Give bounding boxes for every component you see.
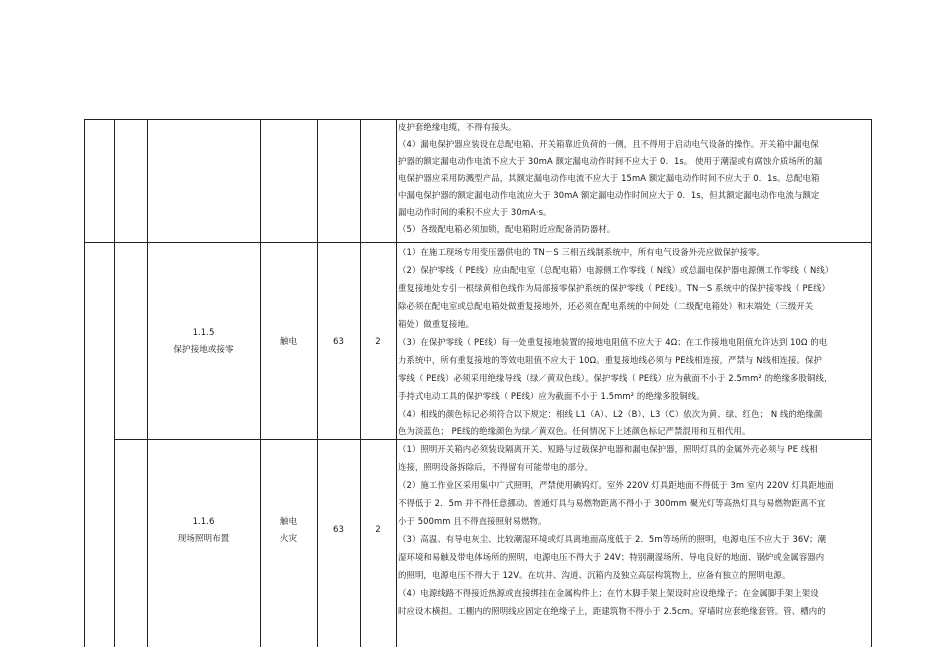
col-rule-7: [871, 119, 872, 647]
col4-value: 63: [333, 337, 344, 347]
text-line: 的照明，电源电压不得大于 12V。在坑井、沟道、沉箱内及独立高层构筑物上，应备有独立的照明电源。: [398, 570, 791, 580]
col-rule-1: [114, 119, 115, 647]
col-rule-4: [317, 119, 318, 647]
text-line: 连接，照明设备拆除后，不得留有可能带电的部分。: [398, 462, 593, 472]
text-line: （4）漏电保护器应装设在总配电箱、开关箱靠近负荷的一侧，且不得用于启动电气设备的操作。开关箱中漏电保: [398, 139, 819, 149]
col-rule-0: [84, 119, 85, 647]
text-line: （5）各级配电箱必须加锁，配电箱附近应配备消防器材。: [398, 224, 616, 234]
text-line: 不得低于 2．5m 并不得任意挪动。普通灯具与易燃物距离不得小于 300mm 聚光灯等高热灯具与易燃物距离不宜: [398, 498, 826, 508]
text-line: 小于 500mm 且不得直接照射易燃物。: [398, 516, 547, 526]
text-line: （3）高温、有导电灰尘、比较潮湿环境或灯具离地面高度低于 2．5m等场所的照明，电源电压不应大于 36V；潮: [398, 534, 827, 544]
col4-value: 63: [333, 525, 344, 535]
text-line: 皮护套绝缘电缆，不得有接头。: [398, 122, 517, 132]
row-rule-1: [84, 242, 872, 243]
text-line: （1）照明开关箱内必须装设隔离开关、短路与过载保护电器和漏电保护器，照明灯具的金属外壳必须与 PE 线相: [398, 444, 818, 454]
text-line: 零线（ PE线）必须采用绝缘导线（绿／黄双色线）。保护零线（ PE线）应为截面不小于 2.5mm² 的绝缘多股铜线，: [398, 373, 833, 383]
text-line: （2）保护零线（ PE线）应由配电室（总配电箱）电源侧工作零线（ N线）或总漏电保护器电源侧工作零线（ N线）: [398, 265, 834, 275]
row-rule-2: [114, 439, 872, 440]
text-line: 护器的额定漏电动作电流不应大于 30mA 额定漏电动作时间不应大于 0．1s。 使用于潮湿或有腐蚀介质场所的漏: [398, 156, 823, 166]
text-line: （2）施工作业区采用集中广式照明，严禁使用碘钨灯。室外 220V 灯具距地面不得低于 3m 室内 220V 灯具距地面: [398, 480, 834, 490]
text-line: （1）在施工现场专用变压器供电的 TN－S 三相五线制系统中，所有电气设备外壳应做保护接零。: [398, 247, 765, 257]
text-line: 手持式电动工具的保护零线（ PE线）应为截面不小于 1.5mm² 的绝缘多股铜线。: [398, 391, 705, 401]
text-line: 湿环境和易触及带电体场所的照明，电源电压不得大于 24V；特别潮湿场所、导电良好的地面、锅炉或金属容器内: [398, 552, 825, 562]
text-line: 重复接地处专引一根绿黄相色线作为局部接零保护系统的保护零线（ PE线）。TN－S 系统中的保护接零线（ PE线）: [398, 283, 831, 293]
item-name: 保护接地或接零: [173, 345, 234, 355]
item-number: 1.1.5: [192, 328, 215, 338]
col5-value: 2: [375, 337, 381, 347]
item-name: 现场照明布置: [177, 534, 230, 544]
text-line: （4）相线的颜色标记必须符合以下规定：相线 L1（A）、L2（B）、L3（C）依次为黄、绿、红色； N 线的绝缘颜: [398, 409, 823, 419]
hazard-type: 触电: [279, 337, 298, 347]
col-rule-3: [260, 119, 261, 647]
text-line: 中漏电保护器的额定漏电动作电流应大于 30mA 额定漏电动作时间应大于 0．1s，但其额定漏电动作电流与额定: [398, 190, 820, 200]
hazard-type: 触电: [279, 517, 298, 527]
text-line: 电保护器应采用防溅型产品，其额定漏电动作电流不应大于 15mA 额定漏电动作时间不应大于 0．1s。总配电箱: [398, 173, 820, 183]
text-line: （4）电源线路不得接近热源或直接绑挂在金属构件上；在竹木脚手架上架设时应设绝缘子；在金属脚手架上架设: [398, 588, 819, 598]
text-line: 箱处）做重复接地。: [398, 319, 475, 329]
hazard-type-2: 火灾: [279, 534, 298, 544]
text-line: 除必须在配电室或总配电箱处做重复接地外，还必须在配电系统的中间处（二级配电箱处）和末端处（三级开关: [398, 301, 814, 311]
col-rule-2: [147, 119, 148, 647]
text-line: 力系统中，所有重复接地的等效电阻值不应大于 10Ω。重复接地线必须与 PE线相连接，严禁与 N线相连接。保护: [398, 355, 822, 365]
item-number: 1.1.6: [192, 517, 215, 527]
text-line: 色为淡蓝色； PE线的绝缘颜色为绿／黄双色。任何情况下上述颜色标记严禁混用和互相代用。: [398, 426, 751, 436]
col-rule-5: [360, 119, 361, 647]
text-line: （3）在保护零线（ PE线）每一处重复接地装置的接地电阻值不应大于 4Ω；在工作接地电阻值允许达到 10Ω 的电: [398, 337, 828, 347]
text-line: 漏电动作时间的乘积不应大于 30mA·s。: [398, 207, 552, 217]
text-line: 时应设木横担。工棚内的照明线应固定在绝缘子上，距建筑物不得小于 2.5cm。穿墙时应套绝缘套管。管、槽内的: [398, 606, 826, 616]
col-rule-6: [396, 119, 397, 647]
col5-value: 2: [375, 525, 381, 535]
